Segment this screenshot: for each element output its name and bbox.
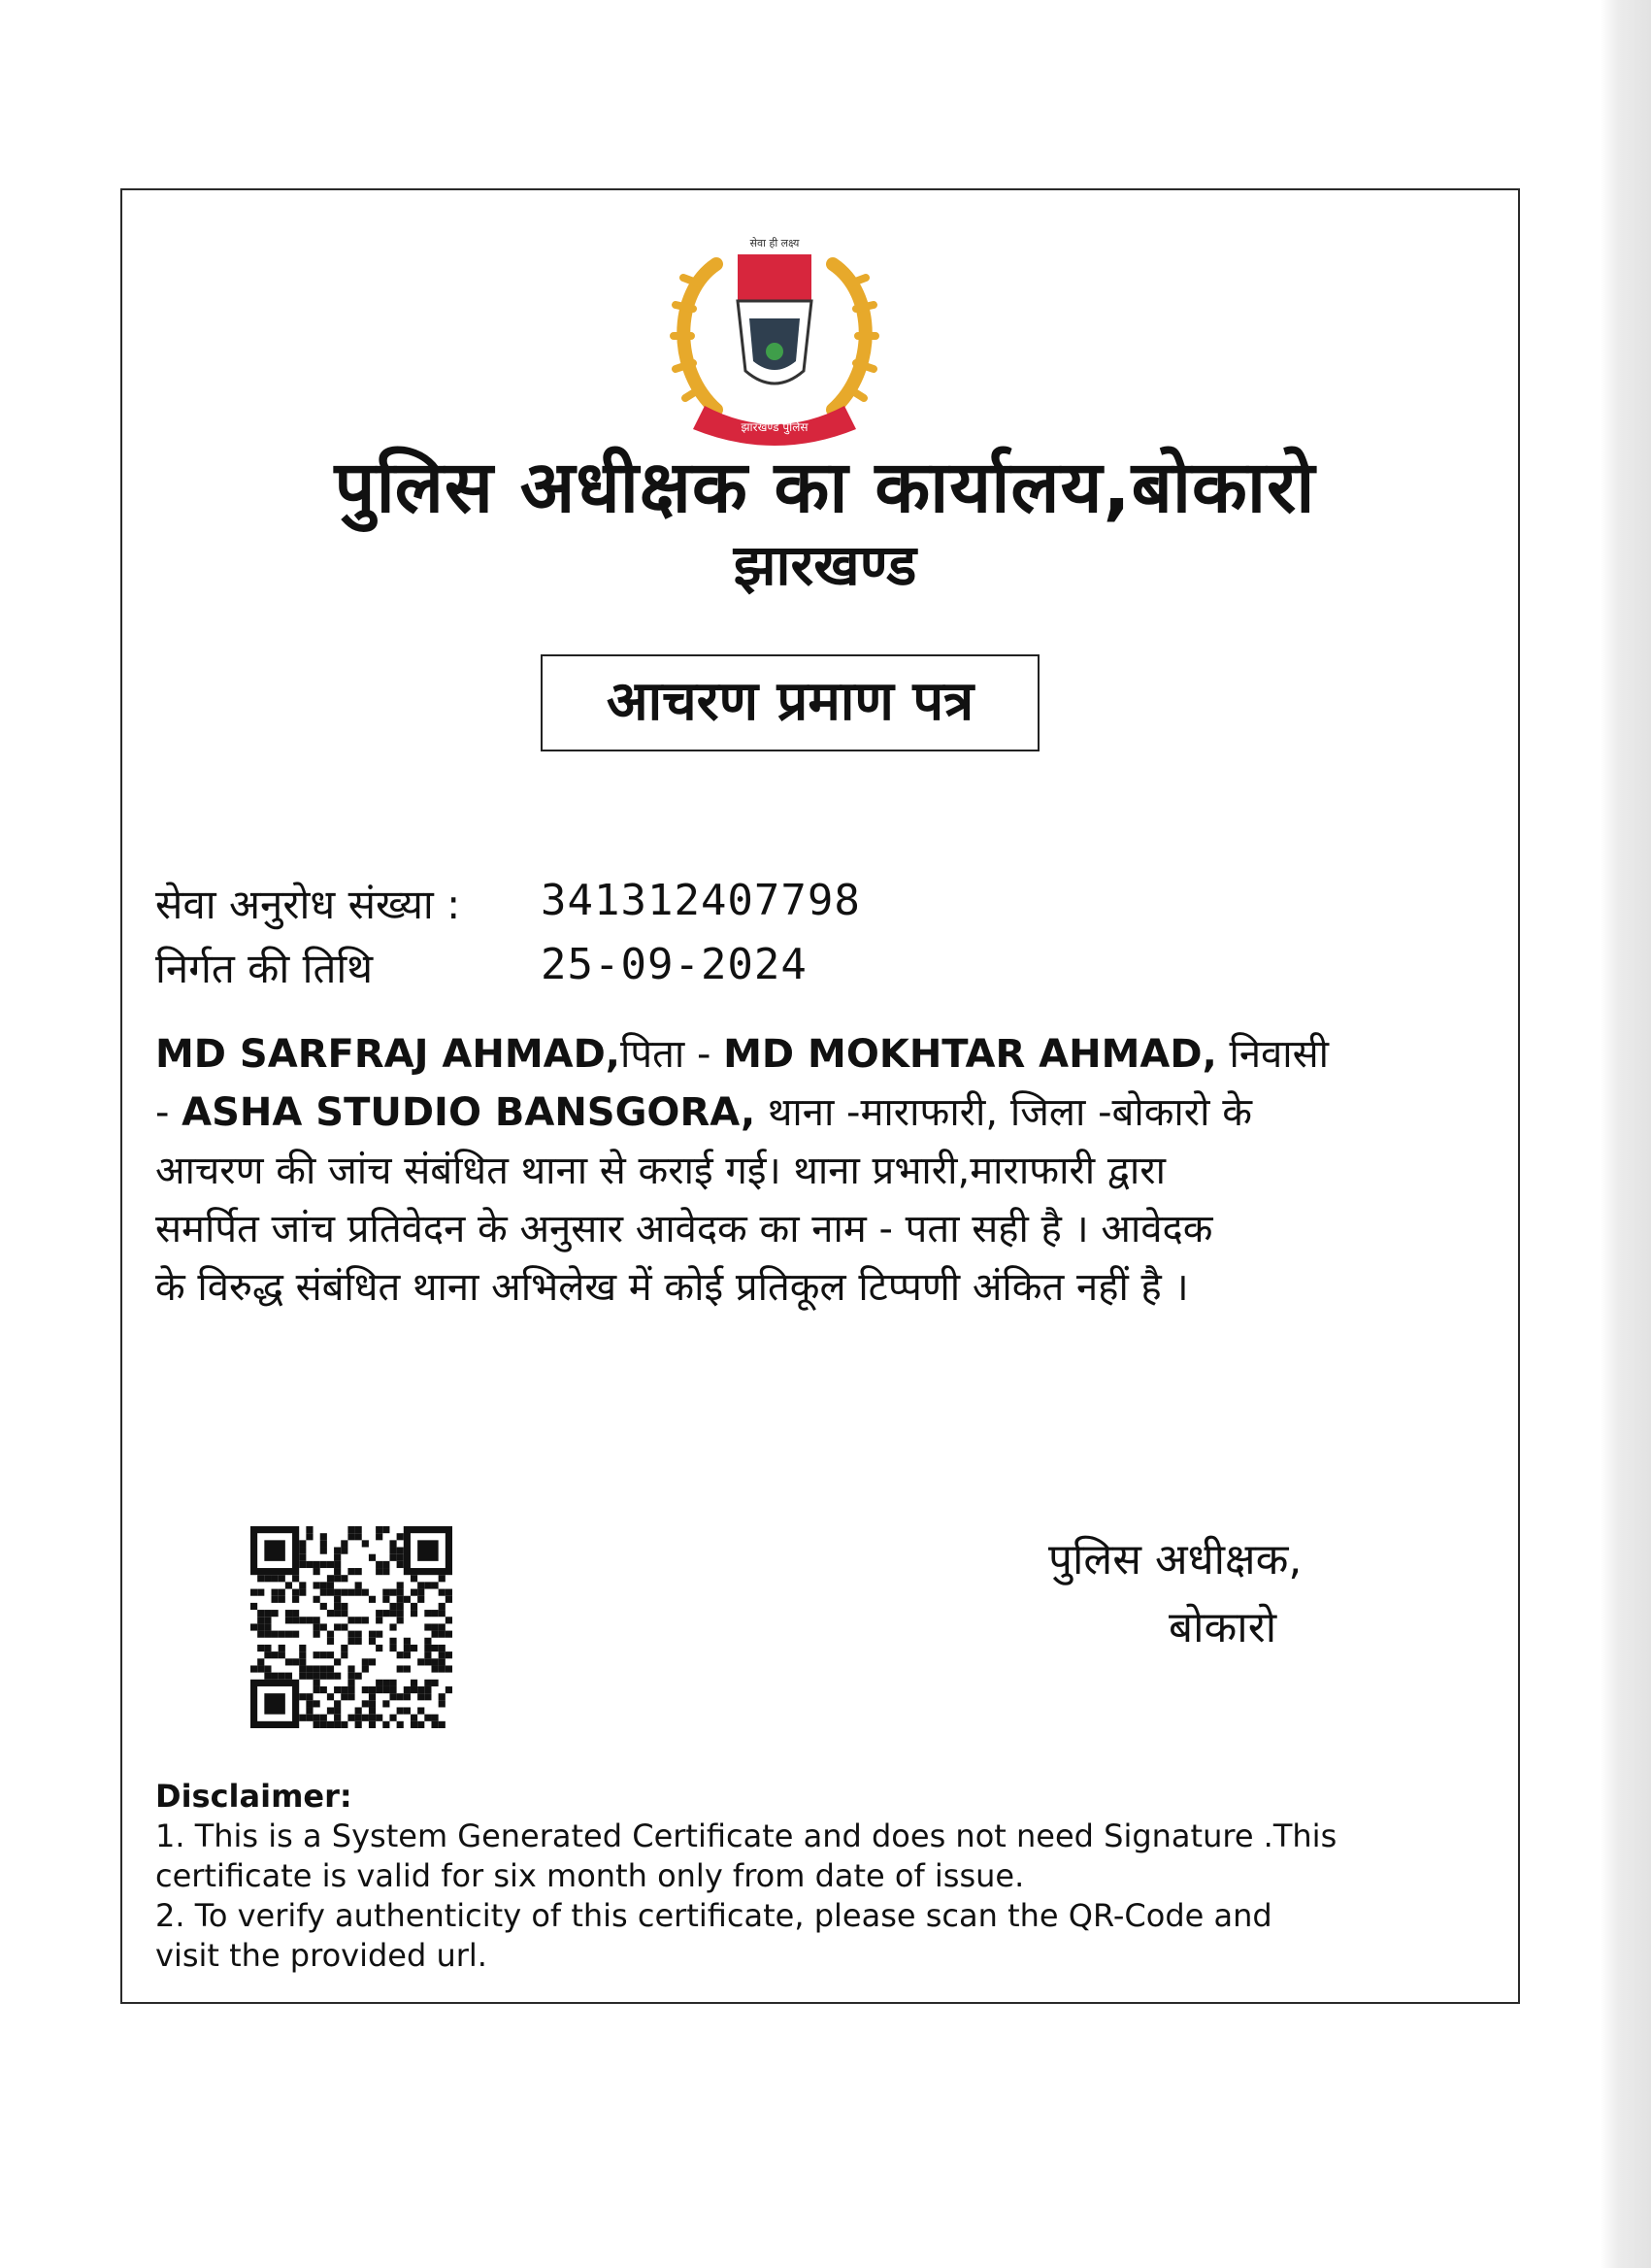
request-number-label: सेवा अनुरोध संख्या :	[155, 881, 461, 928]
applicant-address: ASHA STUDIO BANSGORA,	[182, 1090, 756, 1135]
disclaimer-heading: Disclaimer:	[155, 1778, 352, 1815]
certificate-title: आचरण प्रमाण पत्र	[541, 654, 1040, 751]
request-number-value: 341312407798	[541, 876, 861, 925]
disclaimer-line-1: 1. This is a System Generated Certificate and does not need Signature .This	[155, 1818, 1337, 1854]
emblem-ribbon-text: झारखण्ड पुलिस	[741, 420, 809, 434]
disclaimer-line-3: 2. To verify authenticity of this certificate, please scan the QR-Code and	[155, 1897, 1272, 1934]
disclaimer	[155, 1777, 1417, 1976]
jharkhand-police-emblem-icon	[648, 225, 901, 447]
address-dash: -	[155, 1090, 182, 1135]
issue-date-value: 25-09-2024	[541, 940, 808, 989]
disclaimer-line-4: visit the provided url.	[155, 1937, 487, 1974]
emblem-motto-text: सेवा ही लक्ष्य	[749, 237, 800, 250]
body-line-2	[155, 1084, 1504, 1142]
father-label: पिता -	[619, 1032, 724, 1077]
signatory-title: पुलिस अधीक्षक,	[1048, 1535, 1303, 1584]
signatory-place: बोकारो	[1169, 1603, 1277, 1652]
body-line-5: के विरुद्ध संबंधित थाना अभिलेख में कोई प्रतिकूल टिप्पणी अंकित नहीं है ।	[155, 1265, 1189, 1310]
disclaimer-line-2: certificate is valid for six month only from date of issue.	[155, 1857, 1025, 1894]
office-state: झारखण्ड	[733, 532, 917, 598]
scan-page-edge	[1601, 0, 1651, 2268]
body-line-1	[155, 1025, 1504, 1084]
qr-code-icon	[250, 1526, 452, 1728]
police-station-district: थाना -माराफारी, जिला -बोकारो के	[755, 1090, 1252, 1135]
father-name: MD MOKHTAR AHMAD,	[723, 1032, 1217, 1077]
applicant-name: MD SARFRAJ AHMAD,	[155, 1032, 620, 1077]
issue-date-label: निर्गत की तिथि	[155, 945, 374, 992]
office-name: पुलिस अधीक्षक का कार्यालय,बोकारो	[334, 446, 1316, 529]
body-line-4: समर्पित जांच प्रतिवेदन के अनुसार आवेदक का नाम - पता सही है । आवेदक	[155, 1207, 1213, 1251]
body-line-3: आचरण की जांच संबंधित थाना से कराई गई। थाना प्रभारी,माराफारी द्वारा	[155, 1149, 1166, 1193]
residence-label: निवासी	[1216, 1032, 1330, 1077]
certificate-body	[155, 1025, 1504, 1317]
